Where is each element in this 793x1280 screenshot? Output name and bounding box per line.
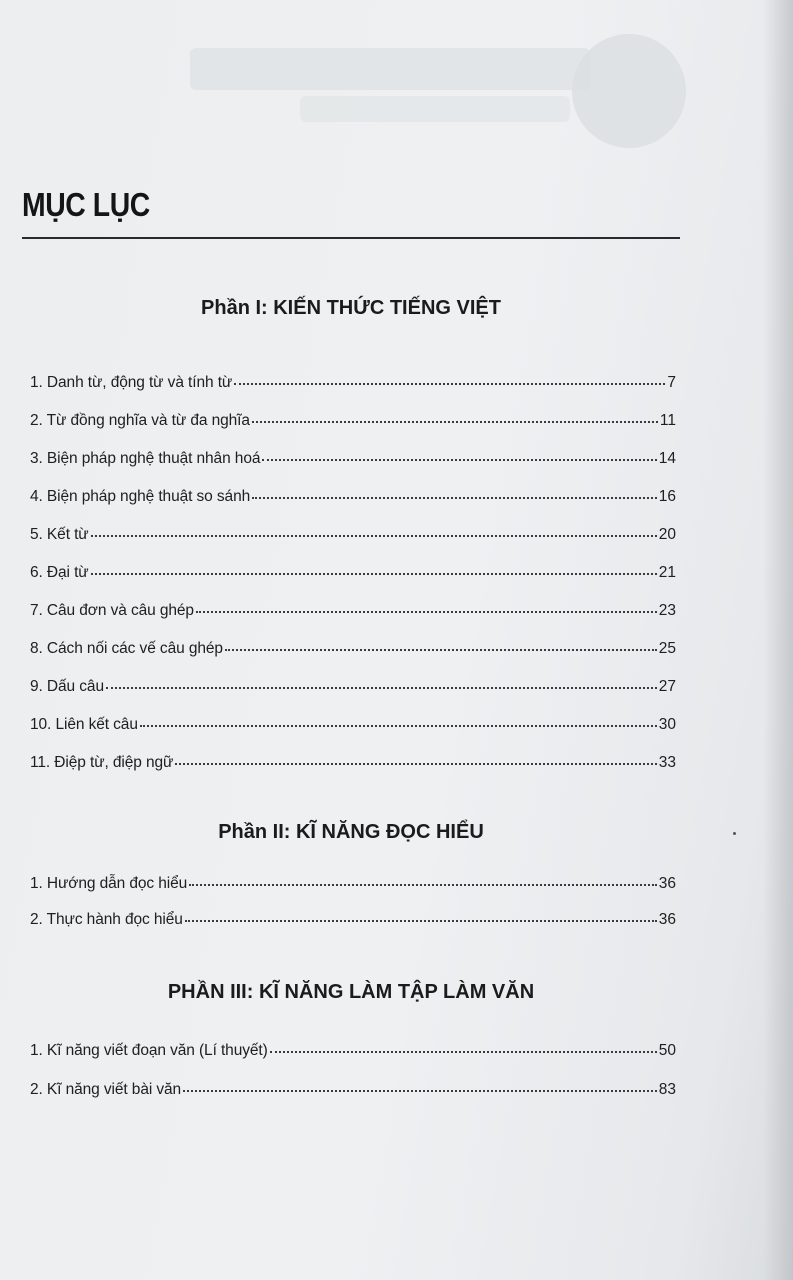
entry-page-number: 23 — [658, 602, 676, 619]
entry-page-number: 83 — [658, 1081, 676, 1098]
page-edge-shadow — [763, 0, 793, 1280]
section-1-heading: Phần I: KIẾN THỨC TIẾNG VIỆT — [201, 297, 501, 319]
entry-label: 6. Đại từ — [30, 564, 89, 581]
toc-entry[interactable] — [30, 527, 676, 543]
toc-entry[interactable] — [30, 375, 676, 391]
dot-leader — [225, 649, 657, 651]
entry-label: 5. Kết từ — [30, 526, 89, 543]
entry-label: 10. Liên kết câu — [30, 716, 138, 733]
show-through-banner — [190, 48, 590, 90]
show-through-emblem — [572, 34, 686, 148]
section-3-heading: PHẦN III: KĨ NĂNG LÀM TẬP LÀM VĂN — [167, 981, 535, 1003]
entry-page-number: 14 — [658, 450, 676, 467]
entry-page-number: 25 — [658, 640, 676, 657]
entry-label: 1. Kĩ năng viết đoạn văn (Lí thuyết) — [30, 1042, 268, 1059]
entry-label: 2. Từ đồng nghĩa và từ đa nghĩa — [30, 412, 250, 429]
dot-leader — [189, 884, 657, 886]
entry-label: 9. Dấu câu — [30, 678, 104, 695]
entry-page-number: 7 — [667, 374, 676, 391]
toc-entry[interactable] — [30, 876, 676, 892]
entry-page-number: 27 — [658, 678, 676, 695]
entry-page-number: 36 — [658, 911, 676, 928]
dot-leader — [106, 687, 657, 689]
dot-leader — [252, 421, 658, 423]
entry-label: 2. Thực hành đọc hiểu — [30, 911, 183, 928]
entry-page-number: 11 — [659, 412, 676, 429]
entry-page-number: 20 — [658, 526, 676, 543]
entry-page-number: 16 — [658, 488, 676, 505]
entry-page-number: 30 — [658, 716, 676, 733]
toc-entry[interactable] — [30, 1043, 676, 1059]
dot-leader — [140, 725, 657, 727]
toc-entry[interactable] — [30, 755, 676, 771]
dot-leader — [91, 573, 657, 575]
entry-page-number: 33 — [658, 754, 676, 771]
dot-leader — [175, 763, 656, 765]
entry-label: 4. Biện pháp nghệ thuật so sánh — [30, 488, 251, 505]
dot-leader — [185, 920, 657, 922]
entry-page-number: 21 — [658, 564, 676, 581]
dot-leader — [270, 1051, 657, 1053]
dot-leader — [196, 611, 657, 613]
dot-leader — [262, 459, 656, 461]
toc-title: MỤC LỤC — [22, 186, 150, 223]
title-divider — [22, 237, 680, 239]
entry-label: 3. Biện pháp nghệ thuật nhân hoá — [30, 450, 261, 467]
dot-leader — [234, 383, 665, 385]
entry-label: 11. Điệp từ, điệp ngữ — [30, 754, 174, 771]
toc-entry[interactable] — [30, 717, 676, 733]
show-through-subbanner — [300, 96, 570, 122]
toc-entry[interactable] — [30, 451, 676, 467]
entry-label: 1. Danh từ, động từ và tính từ — [30, 374, 233, 391]
dot-leader — [91, 535, 657, 537]
toc-entry[interactable] — [30, 1082, 676, 1098]
dot-leader — [183, 1090, 657, 1092]
entry-label: 1. Hướng dẫn đọc hiểu — [30, 875, 188, 892]
toc-entry[interactable] — [30, 603, 676, 619]
entry-label: 7. Câu đơn và câu ghép — [30, 602, 194, 619]
entry-label: 2. Kĩ năng viết bài văn — [30, 1081, 182, 1098]
section-2-heading: Phần II: KĨ NĂNG ĐỌC HIỂU — [218, 821, 484, 843]
toc-entry[interactable] — [30, 489, 676, 505]
toc-entry[interactable] — [30, 912, 676, 928]
toc-entry[interactable] — [30, 679, 676, 695]
entry-page-number: 50 — [658, 1042, 676, 1059]
toc-entry[interactable] — [30, 565, 676, 581]
entry-page-number: 36 — [658, 875, 676, 892]
paper-speck — [733, 832, 736, 835]
dot-leader — [252, 497, 657, 499]
toc-entry[interactable] — [30, 641, 676, 657]
toc-entry[interactable] — [30, 413, 676, 429]
entry-label: 8. Cách nối các vế câu ghép — [30, 640, 223, 657]
